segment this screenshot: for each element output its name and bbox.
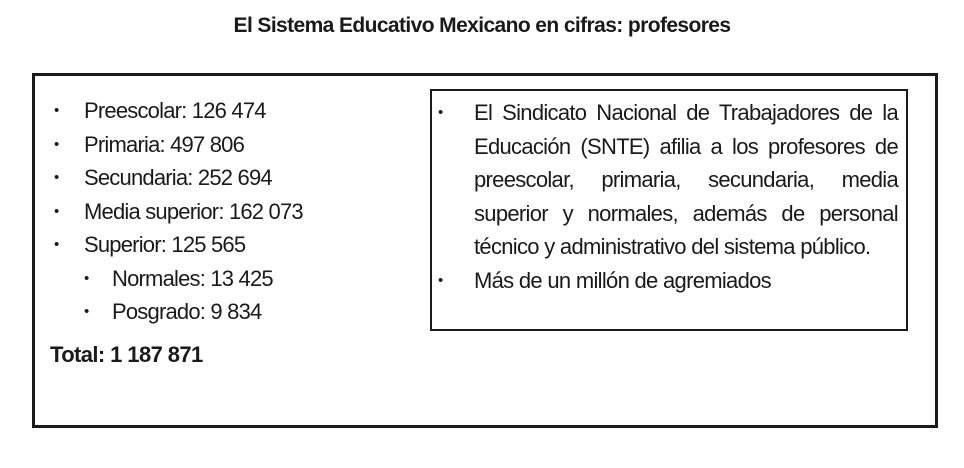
list-item [54, 228, 414, 262]
bullet-icon: • [438, 104, 443, 121]
level-primaria: Primaria: 497 806 [84, 131, 245, 157]
snte-notes-list [438, 96, 898, 297]
page-title: El Sistema Educativo Mexicano en cifras: profesores [233, 14, 731, 37]
teacher-counts-list [54, 94, 414, 329]
level-media-superior: Media superior: 162 073 [84, 198, 303, 224]
bullet-icon: • [438, 271, 443, 289]
list-item [438, 96, 898, 264]
list-item [438, 264, 898, 298]
level-secundaria: Secundaria: 252 694 [84, 165, 272, 190]
level-preescolar: Preescolar: 126 474 [84, 98, 266, 123]
level-superior: Superior: 125 565 [84, 232, 246, 257]
list-item [54, 94, 414, 128]
bullet-icon: • [54, 236, 59, 253]
list-item [54, 161, 414, 195]
sub-list-item [54, 262, 414, 296]
bullet-icon: • [54, 102, 59, 119]
sub-level-posgrado: Posgrado: 9 834 [112, 299, 262, 324]
bullet-icon: • [54, 135, 59, 153]
snte-membership: Más de un millón de agremiados [474, 267, 771, 293]
sub-level-normales: Normales: 13 425 [112, 265, 273, 291]
bullet-icon: • [54, 169, 59, 186]
bullet-icon: • [54, 202, 59, 220]
list-item [54, 195, 414, 229]
bullet-icon: • [84, 269, 89, 287]
sub-list-item [54, 295, 414, 329]
total-count: Total: 1 187 871 [50, 342, 203, 367]
snte-description: El Sindicato Nacional de Trabajadores de la Educación (SNTE) afilia a los profesores de preescolar, primaria, secundaria, media superior y normales, además de personal técnico y administrativo del sistema público. [474, 100, 898, 259]
list-item [54, 128, 414, 162]
bullet-icon: • [84, 303, 89, 320]
